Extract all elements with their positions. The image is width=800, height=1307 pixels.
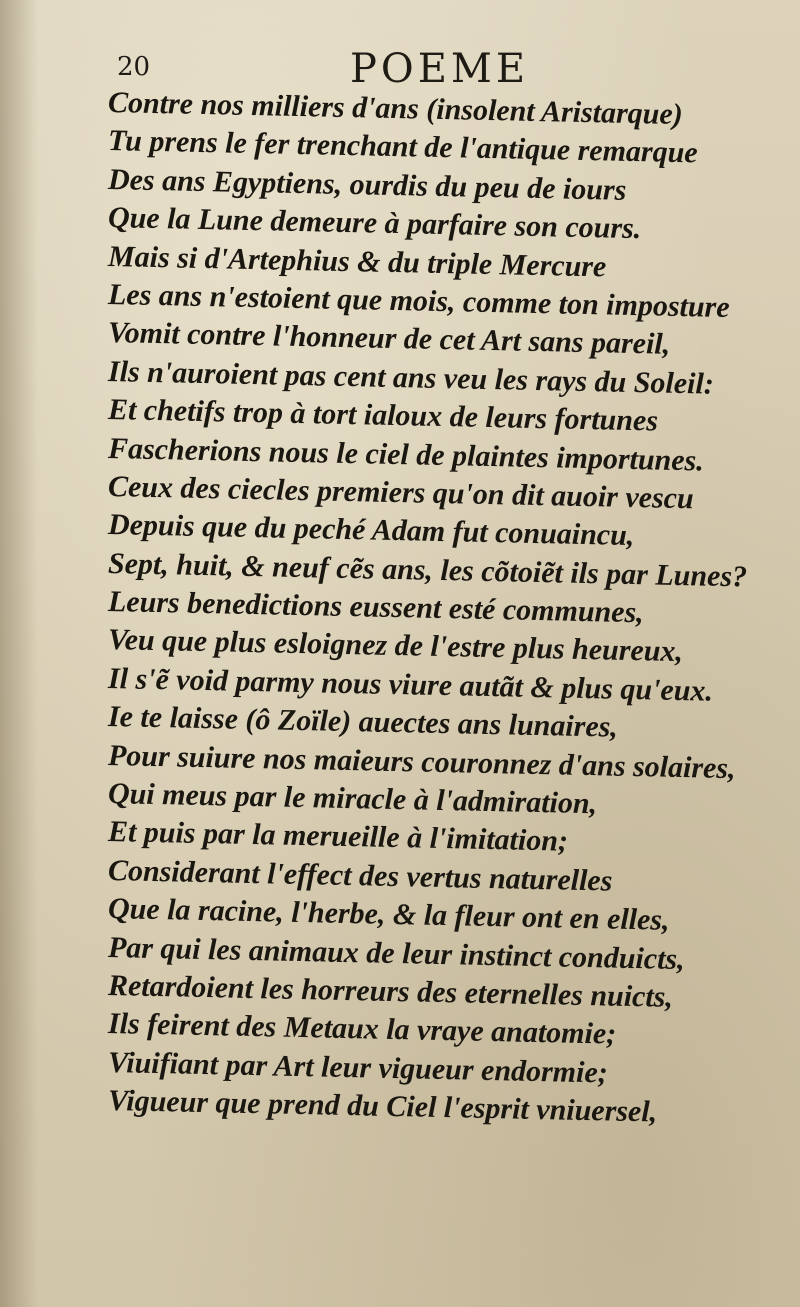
verse-line: Retardoient les horreurs des eternelles nuicts, [107, 968, 674, 1014]
verse-line: Des ans Egyptiens, ourdis du peu de iours [107, 162, 627, 207]
verse-line: Fascherions nous le ciel de plaintes importunes. [107, 431, 705, 477]
verse-line: Considerant l'effect des vertus naturelles [107, 853, 613, 898]
verse-line: Il s'ẽ void parmy nous viure autãt & plus qu'eux. [107, 661, 714, 708]
verse-line: Que la Lune demeure à parfaire son cours. [107, 201, 642, 246]
verse-line: Ils feirent des Metaux la vraye anatomie; [107, 1007, 617, 1052]
page-number: 20 [117, 52, 151, 82]
verse-line: Et chetifs trop à tort ialoux de leurs fortunes [107, 393, 659, 438]
poem-verse [107, 84, 788, 1129]
verse-line: Ie te laisse (ô Zoïle) auectes ans lunaires, [107, 700, 619, 744]
verse-line: Ils n'auroient pas cent ans veu les rays du Soleil: [107, 354, 715, 401]
gutter-shadow [0, 0, 38, 1307]
verse-line: Leurs benedictions eussent esté communes, [107, 585, 645, 630]
verse-line: Tu prens le fer trenchant de l'antique remarque [107, 124, 698, 170]
verse-line: Depuis que du peché Adam fut conuaincu, [107, 508, 635, 553]
verse-line: Vigueur que prend du Ciel l'esprit vniuersel, [107, 1084, 658, 1129]
verse-line: Par qui les animaux de leur instinct conduicts, [107, 930, 685, 976]
verse-line: Ceux des ciecles premiers qu'on dit auoir vescu [107, 469, 695, 516]
verse-line: Sept, huit, & neuf cẽs ans, les cõtoiẽt ils par Lunes? [107, 546, 748, 594]
verse-line: Qui meus par le miracle à l'admiration, [107, 777, 598, 821]
verse-line: Que la racine, l'herbe, & la fleur ont en elles, [107, 892, 670, 937]
verse-line: Contre nos milliers d'ans (insolent Aristarque) [107, 86, 684, 132]
verse-line: Mais si d'Artephius & du triple Mercure [107, 239, 607, 283]
running-head: POEME [350, 46, 530, 92]
verse-line: Pour suiure nos maieurs couronnez d'ans solaires, [107, 738, 736, 785]
verse-line: Vomit contre l'honneur de cet Art sans pareil, [107, 316, 671, 362]
verse-line: Veu que plus esloignez de l'estre plus heureux, [107, 623, 684, 669]
verse-line: Et puis par la merueille à l'imitation; [107, 815, 569, 859]
verse-line: Les ans n'estoient que mois, comme ton imposture [107, 277, 730, 324]
verse-line: Viuifiant par Art leur vigueur endormie; [107, 1045, 609, 1090]
